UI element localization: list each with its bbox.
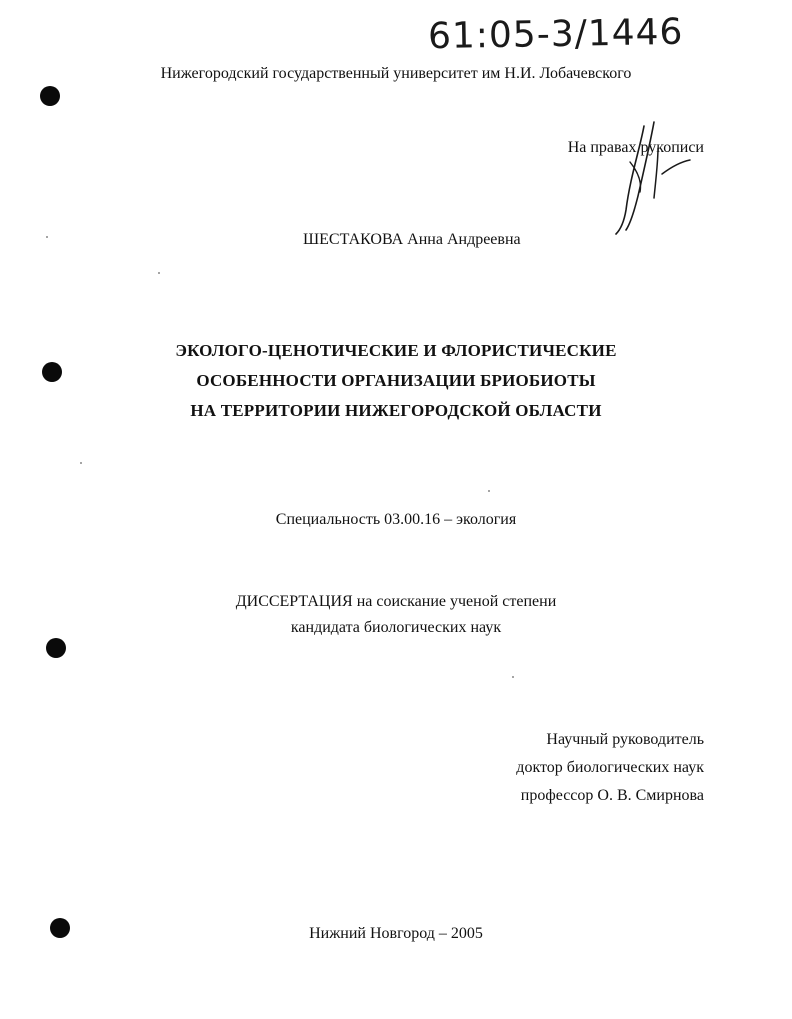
punch-hole: [46, 638, 66, 658]
author-name: ШЕСТАКОВА Анна Андреевна: [303, 231, 521, 248]
dissertation-title: [0, 340, 792, 422]
scan-speck: [46, 236, 48, 238]
punch-hole: [40, 86, 60, 106]
manuscript-note: На правах рукописи: [567, 139, 704, 156]
city-year: Нижний Новгород – 2005: [309, 925, 483, 942]
dissertation-degree-line-1: ДИССЕРТАЦИЯ на соискание ученой степени: [235, 593, 557, 610]
supervisor-name: профессор О. В. Смирнова: [520, 787, 704, 804]
title-line-1: ЭКОЛОГО-ЦЕНОТИЧЕСКИЕ И ФЛОРИСТИЧЕСКИЕ: [175, 341, 617, 360]
supervisor-role: Научный руководитель: [546, 731, 704, 748]
university-name: Нижегородский государственный университет им Н.И. Лобачевского: [160, 65, 632, 82]
archive-code: 61:05-3/1446: [427, 11, 684, 58]
dissertation-degree-line-2: кандидата биологических наук: [290, 619, 502, 636]
scan-speck: [158, 272, 160, 274]
title-line-2: ОСОБЕННОСТИ ОРГАНИЗАЦИИ БРИОБИОТЫ: [196, 371, 596, 390]
signature: [600, 118, 710, 240]
scan-speck: [80, 462, 82, 464]
scan-speck: [512, 676, 514, 678]
title-line-3: НА ТЕРРИТОРИИ НИЖЕГОРОДСКОЙ ОБЛАСТИ: [190, 401, 602, 420]
scan-speck: [488, 490, 490, 492]
supervisor-degree: доктор биологических наук: [516, 759, 704, 776]
specialty: Специальность 03.00.16 – экология: [275, 511, 517, 528]
